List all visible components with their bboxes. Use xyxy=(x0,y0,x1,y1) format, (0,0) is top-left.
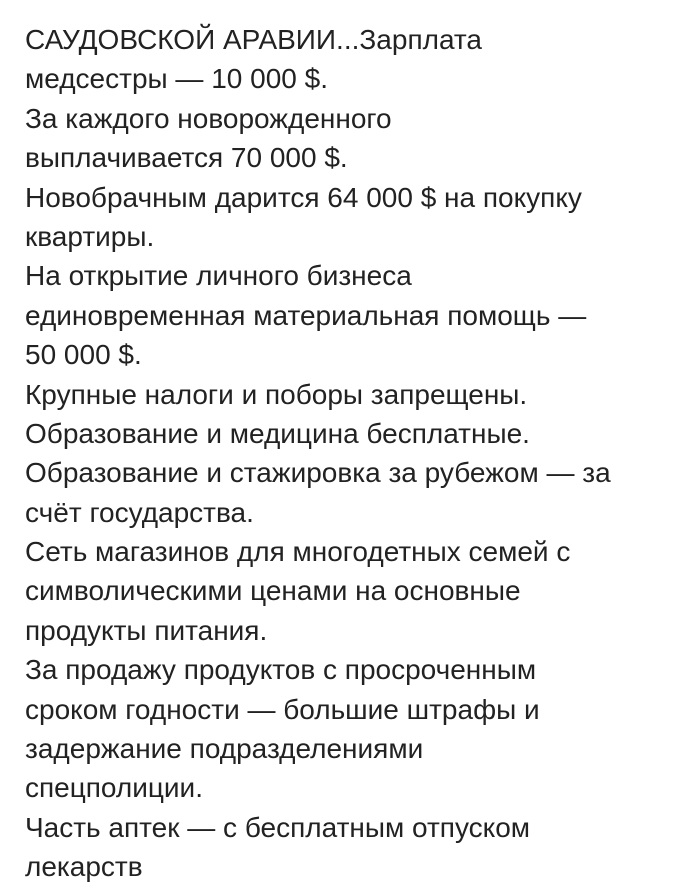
post-line: квартиры. xyxy=(25,220,155,252)
post-line: Крупные налоги и поборы запрещены. xyxy=(25,378,528,410)
post-line: На открытие личного бизнеса xyxy=(25,260,412,292)
post-line: единовременная материальная помощь — xyxy=(25,299,587,331)
post-line: продукты питания. xyxy=(25,614,268,646)
post-line: Новобрачным дарится 64 000 $ на покупку xyxy=(25,181,582,213)
post-line: счёт государства. xyxy=(25,496,254,528)
post-line: спецполиции. xyxy=(25,772,203,804)
post-line: сроком годности — большие штрафы и xyxy=(25,693,540,725)
post-line: задержание подразделениями xyxy=(25,733,424,765)
post-line: выплачивается 70 000 $. xyxy=(25,142,348,174)
post-line: Образование и медицина бесплатные. xyxy=(25,417,530,449)
post-line: лекарств xyxy=(25,851,143,883)
post-body-text xyxy=(25,20,685,887)
post-line: 50 000 $. xyxy=(25,339,142,371)
post-line: За каждого новорожденного xyxy=(25,102,392,134)
post-line: За продажу продуктов с просроченным xyxy=(25,654,537,686)
post-line: Образование и стажировка за рубежом — за xyxy=(25,457,611,489)
post-line: Сеть магазинов для многодетных семей с xyxy=(25,536,571,568)
post-line: САУДОВСКОЙ АРАВИИ...Зарплата xyxy=(25,24,482,55)
post-line: Часть аптек — с бесплатным отпуском xyxy=(25,811,531,843)
post-line: символическими ценами на основные xyxy=(25,575,521,607)
post-line: медсестры — 10 000 $. xyxy=(25,63,328,95)
